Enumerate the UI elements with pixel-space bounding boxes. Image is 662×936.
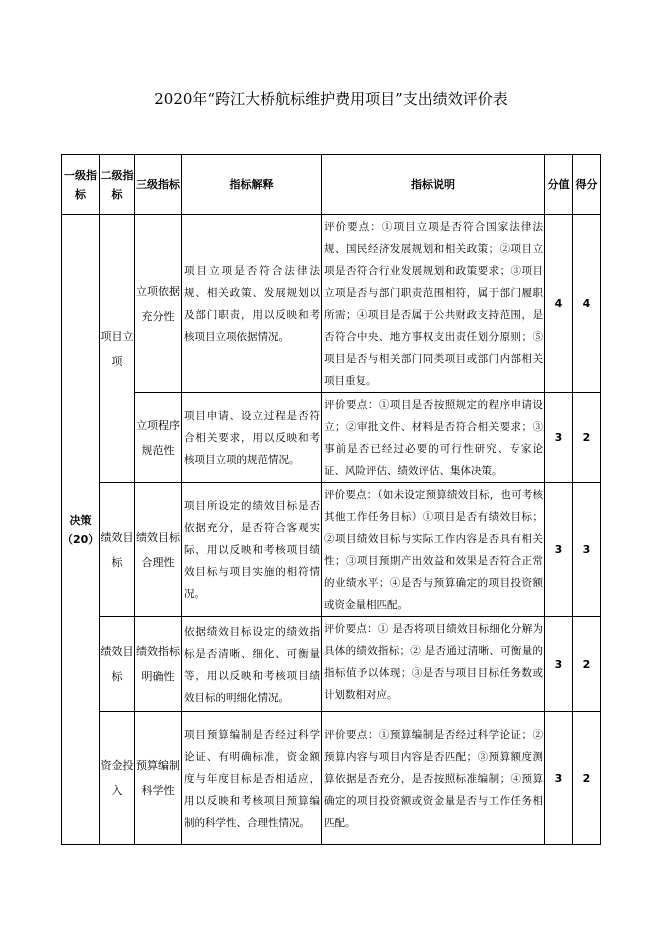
table-row [62, 393, 601, 483]
table-row [62, 483, 601, 617]
explanation-cell: 项目立项是否符合法律法规、相关政策、发展规划以及部门职责，用以反映和考核项目立项依据情况。 [182, 215, 322, 393]
score-got-cell: 2 [573, 617, 601, 712]
explanation-cell: 项目申请、设立过程是否符合相关要求，用以反映和考核项目立项的规范情况。 [182, 393, 322, 483]
level3-cell: 立项依据充分性 [135, 215, 182, 393]
evaluation-table [61, 154, 601, 845]
level2-cell: 资金投入 [100, 712, 135, 845]
level3-cell: 立项程序规范性 [135, 393, 182, 483]
table-row [62, 617, 601, 712]
header-score-value: 分值 [545, 155, 573, 215]
score-got-cell: 3 [573, 483, 601, 617]
table-header-row [62, 155, 601, 215]
page-title: 2020年“跨江大桥航标维护费用项目”支出绩效评价表 [154, 90, 508, 108]
score-got-cell: 2 [573, 393, 601, 483]
level2-cell: 绩效目标 [100, 483, 135, 617]
description-cell: 评价要点：①预算编制是否经过科学论证；② 预算内容与项目内容是否匹配；③预算额度测算依据是否充分，是否按照标准编制；④预算确定的项目投资额或资金量是否与工作任务相匹配。 [322, 712, 545, 845]
description-cell: 评价要点：（如未设定预算绩效目标，也可考核其他工作任务目标）①项目是否有绩效目标；②项目绩效目标与实际工作内容是否具有相关性；③项目预期产出效益和效果是否符合正常的业绩水平；④是否与预算确定的项目投资额或资金量相匹配。 [322, 483, 545, 617]
explanation-cell: 依据绩效目标设定的绩效指标是否清晰、细化、可衡量等，用以反映和考核项目绩效目标的明细化情况。 [182, 617, 322, 712]
description-cell: 评价要点：①项目立项是否符合国家法律法规、国民经济发展规划和相关政策；②项目立项是否符合行业发展规划和政策要求；③项目立项是否与部门职责范围相符，属于部门履职所需；④项目是否属于公共财政支持范围，是否符合中央、地方事权支出责任划分原则；⑤项目是否与相关部门同类项目或部门内部相关项目重复。 [322, 215, 545, 393]
level3-cell: 绩效目标合理性 [135, 483, 182, 617]
description-cell: 评价要点：① 是否将项目绩效目标细化分解为具体的绩效指标；② 是否通过清晰、可衡量的指标值予以体现；③是否与项目目标任务数或计划数相对应。 [322, 617, 545, 712]
header-level3: 三级指标 [135, 155, 182, 215]
score-got-cell: 4 [573, 215, 601, 393]
score-value-cell: 3 [545, 393, 573, 483]
level3-cell: 预算编制科学性 [135, 712, 182, 845]
level2-cell: 项目立项 [100, 215, 135, 483]
score-got-cell: 2 [573, 712, 601, 845]
header-score-got: 得分 [573, 155, 601, 215]
table-row [62, 215, 601, 393]
level1-cell [62, 215, 100, 845]
table-row [62, 712, 601, 845]
level1-score: （20） [62, 532, 100, 546]
level2-cell: 绩效目标 [100, 617, 135, 712]
score-value-cell: 3 [545, 483, 573, 617]
level3-cell: 绩效指标明确性 [135, 617, 182, 712]
header-description: 指标说明 [322, 155, 545, 215]
score-value-cell: 3 [545, 617, 573, 712]
description-cell: 评价要点：①项目是否按照规定的程序申请设立；②审批文件、材料是否符合相关要求；③事前是否已经过必要的可行性研究、专家论证、风险评估、绩效评估、集体决策。 [322, 393, 545, 483]
header-level2: 二级指标 [100, 155, 135, 215]
score-value-cell: 4 [545, 215, 573, 393]
score-value-cell: 3 [545, 712, 573, 845]
explanation-cell: 项目预算编制是否经过科学论证、有明确标准，资金额度与年度目标是否相适应，用以反映和考核项目预算编制的科学性、合理性情况。 [182, 712, 322, 845]
header-level1: 一级指标 [62, 155, 100, 215]
level1-name: 决策 [69, 513, 92, 527]
header-explanation: 指标解释 [182, 155, 322, 215]
explanation-cell: 项目所设定的绩效目标是否依据充分，是否符合客观实际，用以反映和考核项目绩效目标与项目实施的相符情况。 [182, 483, 322, 617]
